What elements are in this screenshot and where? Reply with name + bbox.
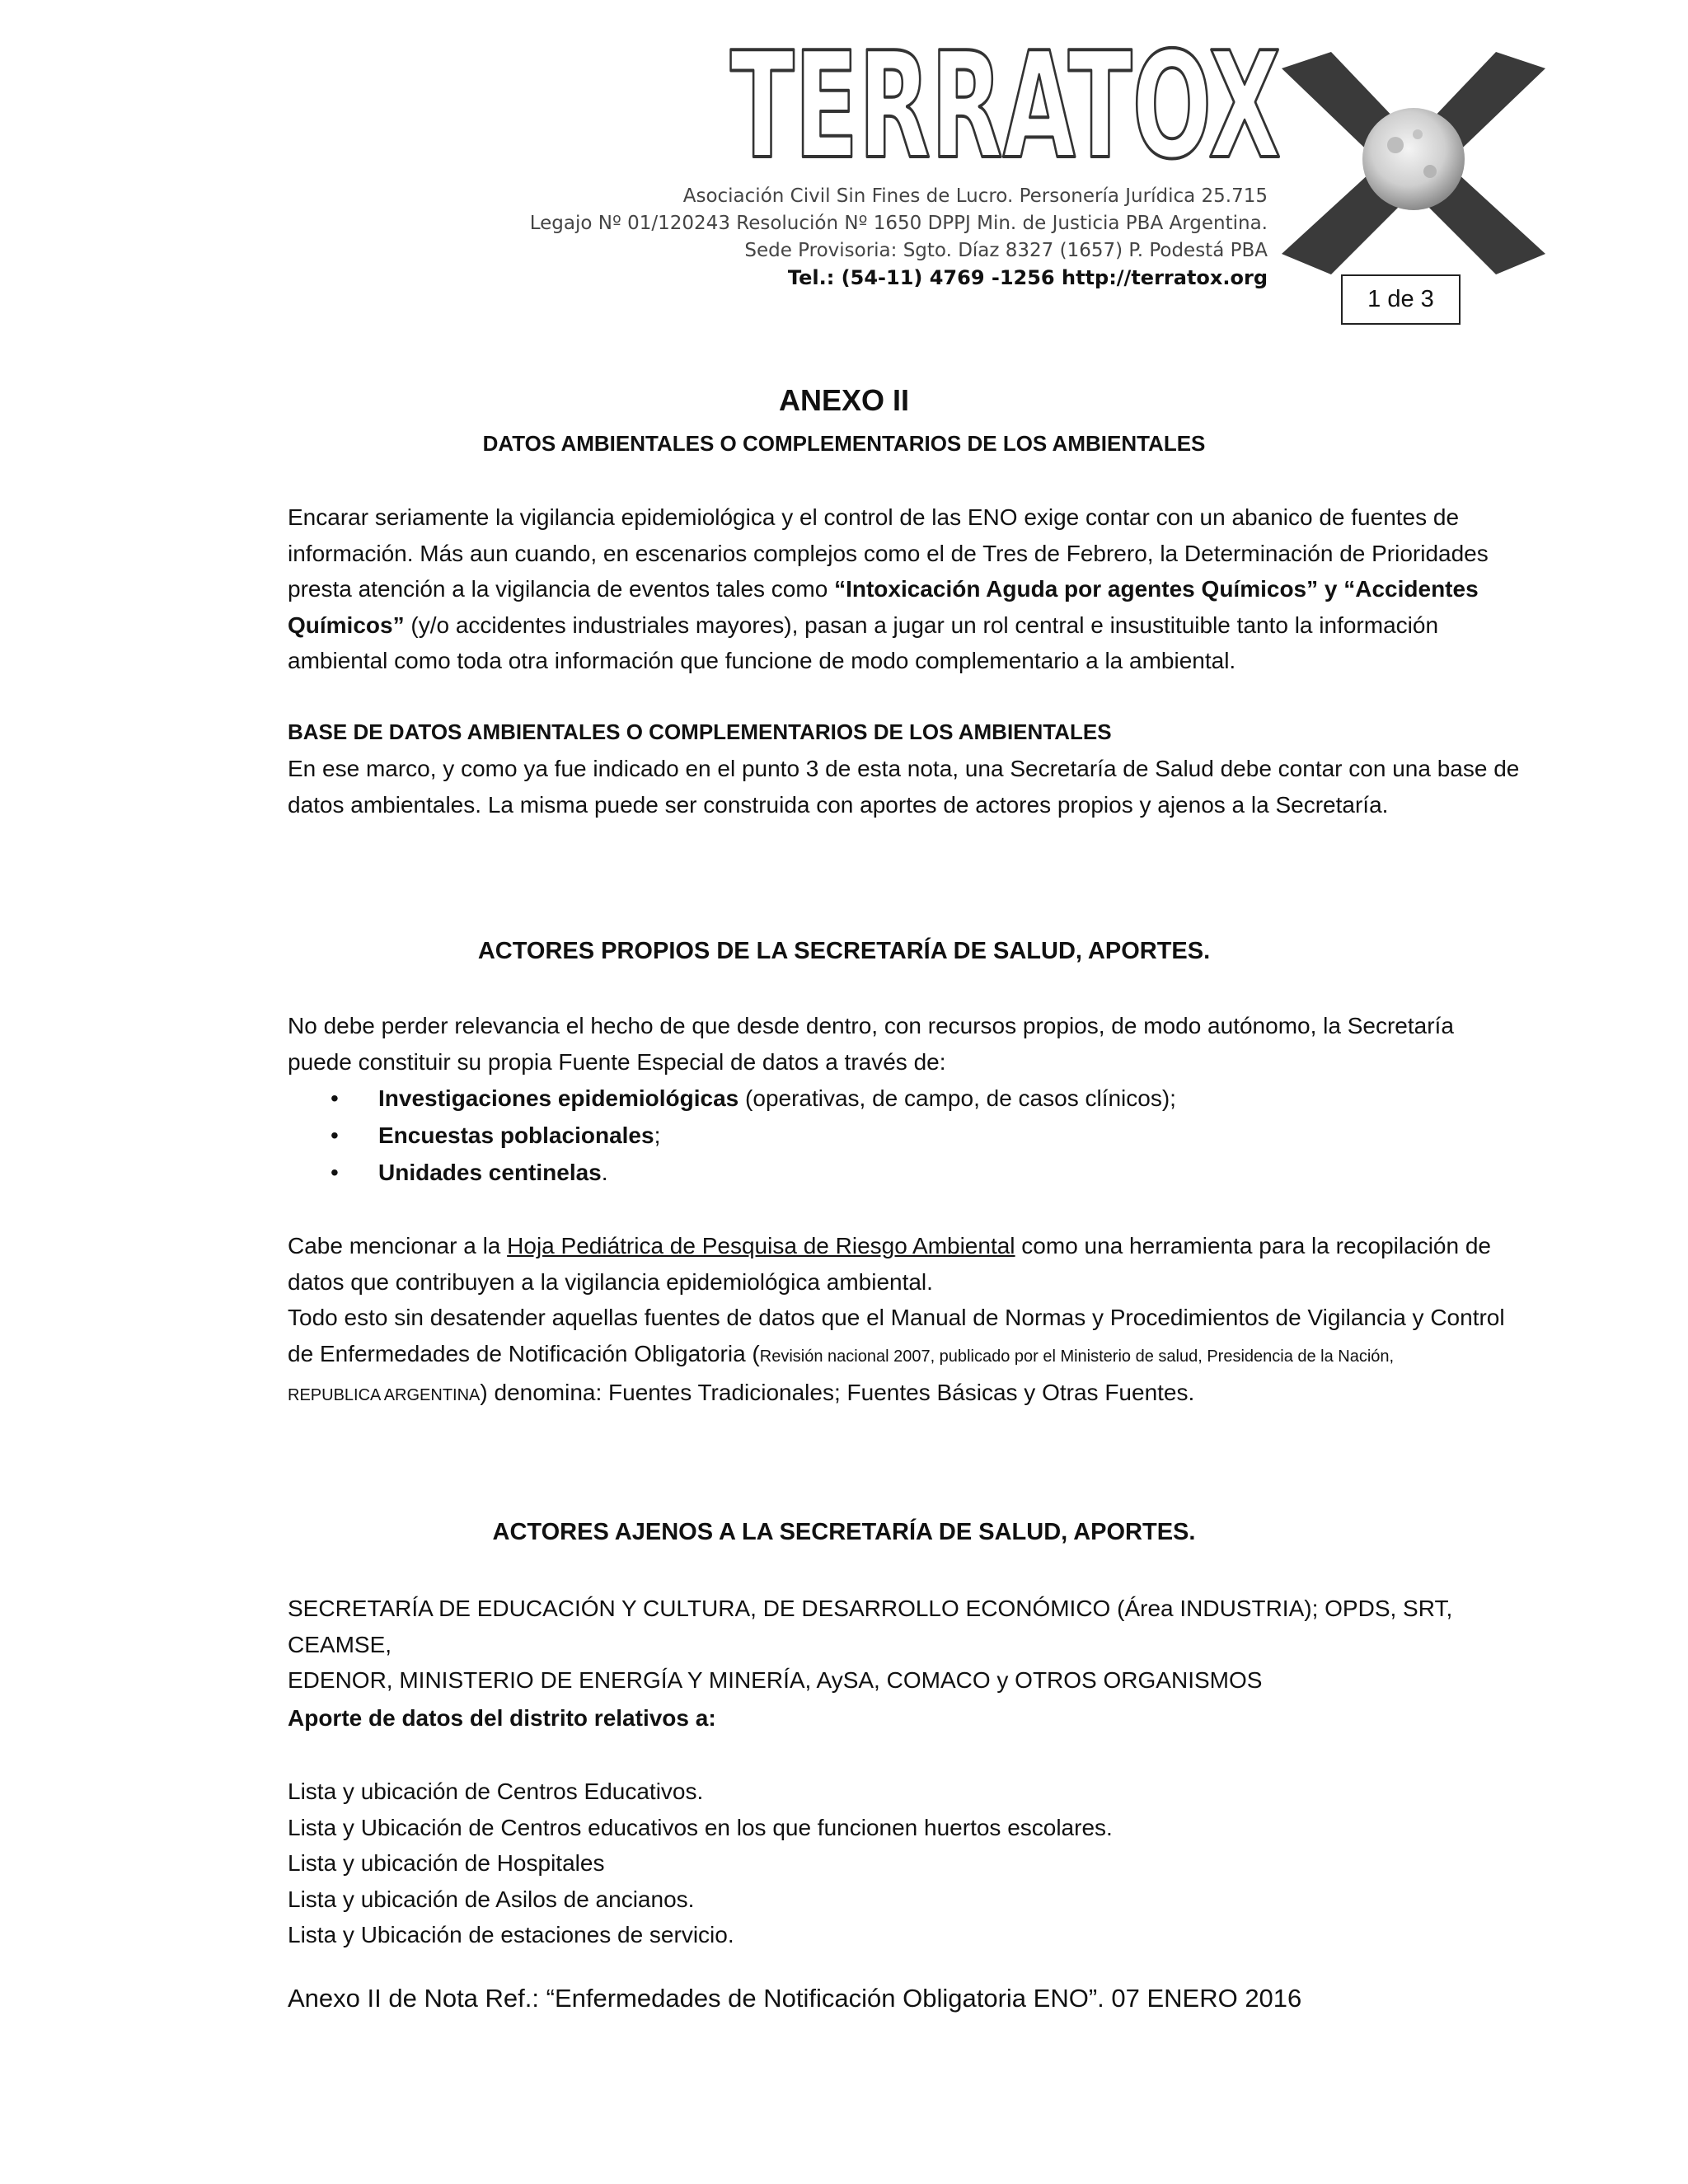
text-line: ambiental como toda otra información que funcione de modo complementario a la ambiental. [288, 648, 1236, 673]
bold-text: “Intoxicación Aguda por agentes Químicos” y “Accidentes [834, 576, 1479, 602]
text-line: SECRETARÍA DE EDUCACIÓN Y CULTURA, DE DESARROLLO ECONÓMICO (Área INDUSTRIA); OPDS, SRT, CEAMSE, [288, 1596, 1453, 1657]
small-text: REPUBLICA ARGENTINA [288, 1386, 481, 1404]
underlined-text: Hoja Pediátrica de Pesquisa de Riesgo Ambiental [507, 1233, 1015, 1258]
terratox-logo [725, 21, 1286, 191]
propios-paragraph [288, 1008, 1524, 1080]
text-span: como una herramienta para la recopilación de [1015, 1233, 1491, 1258]
section-heading-propios: ACTORES PROPIOS DE LA SECRETARÍA DE SALUD, APORTES. [477, 938, 1211, 964]
text-line: datos que contribuyen a la vigilancia epidemiológica ambiental. [288, 1268, 933, 1295]
aporte-list [288, 1774, 1524, 1953]
text-line: información. Más aun cuando, en escenarios complejos como el de Tres de Febrero, la Determinación de Prioridades [288, 540, 1489, 566]
hoja-paragraph [288, 1228, 1524, 1414]
list-item [288, 1117, 1524, 1154]
text-line: Todo esto sin desatender aquellas fuentes de datos que el Manual de Normas y Procedimientos de Vigilancia y Control [288, 1305, 1505, 1330]
text-span: presta atención a la vigilancia de eventos tales como [288, 576, 835, 602]
bullet-icon: • [331, 1122, 339, 1148]
list-item: Lista y ubicación de Centros Educativos. [288, 1779, 704, 1804]
subtitle: DATOS AMBIENTALES O COMPLEMENTARIOS DE LOS AMBIENTALES [482, 431, 1206, 456]
text-span: ; [654, 1122, 661, 1148]
bullet-icon: • [331, 1085, 339, 1111]
page-title: ANEXO II [778, 383, 910, 417]
intro-paragraph [288, 499, 1524, 679]
list-item: Lista y ubicación de Hospitales [288, 1850, 605, 1876]
list-item: Lista y Ubicación de estaciones de servicio. [288, 1922, 734, 1947]
text-span: ) denomina: Fuentes Tradicionales; Fuentes Básicas y Otras Fuentes. [480, 1380, 1195, 1405]
bold-text: Químicos” [288, 612, 405, 638]
logo-x-moon-icon [1273, 48, 1554, 279]
org-line-1: Asociación Civil Sin Fines de Lucro. Personería Jurídica 25.715 [682, 185, 1268, 207]
list-item: Lista y Ubicación de Centros educativos en los que funcionen huertos escolares. [288, 1814, 1113, 1840]
list-item [288, 1080, 1524, 1117]
org-contact: Tel.: (54-11) 4769 -1256 http://terratox.org [787, 266, 1268, 289]
page-footer: Anexo II de Nota Ref.: “Enfermedades de Notificación Obligatoria ENO”. 07 ENERO 2016 [288, 1984, 1302, 2013]
text-line [288, 1375, 1524, 1414]
text-span: Cabe mencionar a la [288, 1233, 508, 1258]
list-item [288, 1154, 1524, 1191]
bullet-icon: • [331, 1160, 339, 1185]
small-text: Revisión nacional 2007, publicado por el Ministerio de salud, Presidencia de la Nación, [759, 1347, 1395, 1366]
text-line [288, 571, 1524, 607]
text-line: datos ambientales. La misma puede ser construida con aportes de actores propios y ajenos a la Secretaría. [288, 791, 1389, 818]
bold-text: Encuestas poblacionales [378, 1122, 654, 1148]
sources-list [288, 1080, 1524, 1191]
text-line [288, 607, 1524, 644]
aporte-heading: Aporte de datos del distrito relativos a: [288, 1705, 716, 1731]
base-paragraph [288, 751, 1524, 823]
page-indicator: 1 de 3 [1341, 274, 1461, 325]
text-line: EDENOR, MINISTERIO DE ENERGÍA Y MINERÍA, AySA, COMACO y OTROS ORGANISMOS [288, 1667, 1263, 1693]
org-line-3: Sede Provisoria: Sgto. Díaz 8327 (1657) P. Podestá PBA [744, 240, 1268, 261]
text-span: (operativas, de campo, de casos clínicos); [738, 1085, 1176, 1111]
section-heading-ajenos: ACTORES AJENOS A LA SECRETARÍA DE SALUD, APORTES. [492, 1519, 1196, 1545]
text-span: . [601, 1160, 608, 1185]
text-line [288, 1228, 1524, 1264]
text-line: puede constituir su propia Fuente Especial de datos a través de: [288, 1048, 946, 1075]
text-line [288, 1336, 1524, 1376]
text-span: (y/o accidentes industriales mayores), pasan a jugar un rol central e insustituible tanto la información [404, 612, 1439, 638]
org-info [460, 183, 1268, 292]
logo-text: TERRATOX [730, 21, 1281, 191]
bold-text: Unidades centinelas [378, 1160, 602, 1185]
section-heading-base: BASE DE DATOS AMBIENTALES O COMPLEMENTARIOS DE LOS AMBIENTALES [288, 719, 1112, 744]
text-span: de Enfermedades de Notificación Obligatoria ( [288, 1340, 760, 1366]
list-item: Lista y ubicación de Asilos de ancianos. [288, 1886, 695, 1912]
bold-text: Investigaciones epidemiológicas [378, 1085, 739, 1111]
text-line: En ese marco, y como ya fue indicado en el punto 3 de esta nota, una Secretaría de Salud debe contar con una base de [288, 756, 1520, 781]
text-line: Encarar seriamente la vigilancia epidemiológica y el control de las ENO exige contar con un abanico de fuentes de [288, 504, 1460, 530]
text-line: No debe perder relevancia el hecho de que desde dentro, con recursos propios, de modo autónomo, la Secretaría [288, 1013, 1454, 1038]
org-line-2: Legajo Nº 01/120243 Resolución Nº 1650 DPPJ Min. de Justicia PBA Argentina. [529, 213, 1268, 234]
ajenos-paragraph [288, 1591, 1524, 1699]
